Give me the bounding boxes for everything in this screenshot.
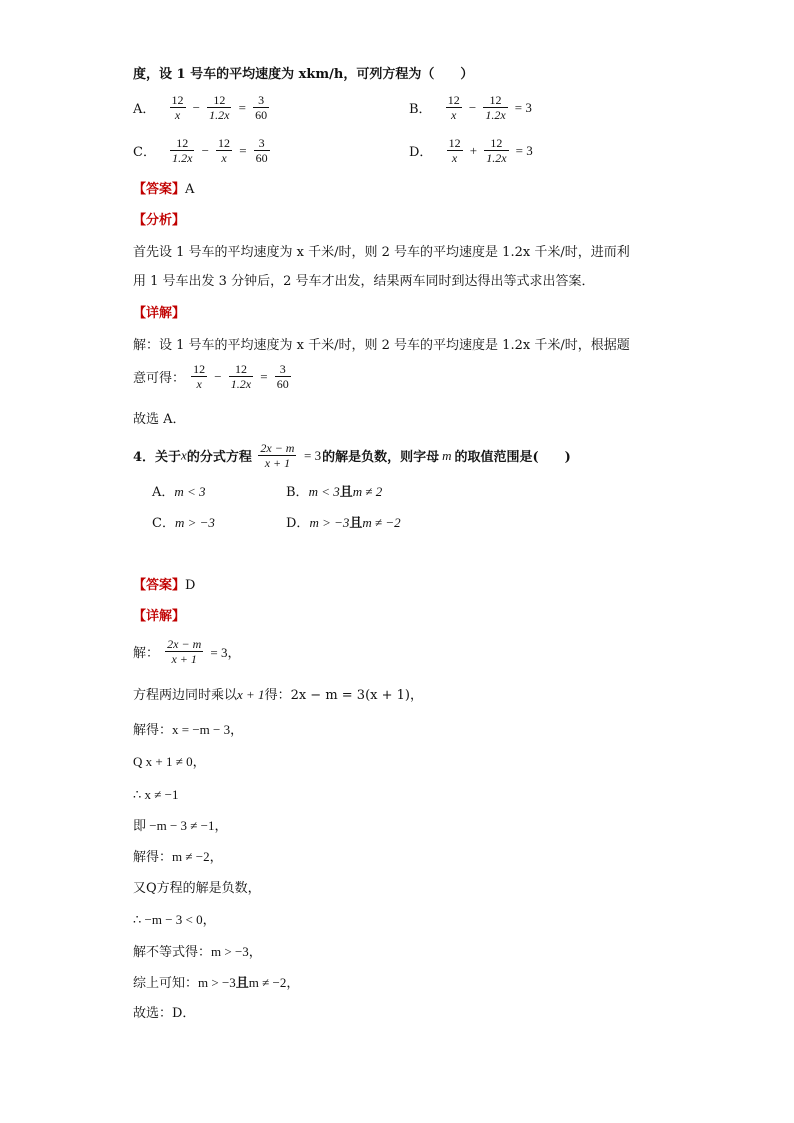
option-label: C． (133, 145, 156, 160)
answer-tag: 【答案】 (133, 182, 186, 197)
answer-tag: 【答案】 (133, 578, 186, 593)
fraction: $\frac{12}{x}$ (447, 93, 460, 122)
q3-analysis-tag: 【分析】 (133, 213, 186, 228)
fraction: $\frac{12}{x}$ (448, 136, 461, 165)
fraction: $\frac{12}{1.2x}$ (230, 362, 252, 391)
q4-step-6: 即 −m − 3 ≠ −1， (133, 818, 228, 833)
q4-step-2: 方程两边同时乘以x + 1得：2x − m = 3(x + 1)， (133, 687, 423, 703)
option-label: B． (409, 102, 432, 117)
fraction: $\frac{3}{60}$ (255, 93, 268, 122)
q4-step-1: 解： $\frac{2x - m}{x + 1}$ = 3， (133, 637, 241, 666)
q3-option-d: D． $\frac{12}{x}$ + $\frac{12}{1.2x}$ = 3 (409, 136, 533, 165)
q3-analysis-line-2: 用 1 号车出发 3 分钟后，2 号车才出发，结果两车同时到达得出等式求出答案． (133, 274, 595, 289)
q4-option-c: C．m > −3 (152, 515, 215, 531)
answer-value: D (185, 578, 196, 593)
q4-answer (133, 576, 195, 596)
q4-step-8: 又Q方程的解是负数， (133, 881, 261, 896)
q4-detail-tag: 【详解】 (133, 609, 186, 624)
q4-step-3: 解得：x = −m − 3， (133, 722, 244, 737)
fraction: $\frac{12}{1.2x}$ (485, 93, 506, 122)
q3-choose: 故选 A． (133, 412, 186, 427)
q3-detail-tag: 【详解】 (133, 306, 186, 321)
fraction: $\frac{3}{60}$ (255, 136, 268, 165)
q3-detail-line-1: 解：设 1 号车的平均速度为 x 千米/时，则 2 号车的平均速度是 1.2x 千米/时，根据题 (133, 338, 630, 353)
q3-answer (133, 180, 194, 200)
fraction: $\frac{3}{60}$ (276, 362, 289, 391)
q4-step-4: Q x + 1 ≠ 0， (133, 754, 206, 769)
q4-step-12: 故选：D． (133, 1006, 196, 1021)
q3-option-c: C． $\frac{12}{1.2x}$ − $\frac{12}{x}$ = $\frac{3}{60}$ (133, 136, 268, 165)
fraction: $\frac{12}{1.2x}$ (172, 136, 193, 165)
option-label: D． (409, 145, 433, 160)
fraction: $\frac{12}{1.2x}$ (209, 93, 230, 122)
q3-detail-line-2: 意可得： $\frac{12}{x}$ − $\frac{12}{1.2x}$ = $\frac{3}{60}$ (133, 362, 289, 391)
fraction: $\frac{12}{x}$ (171, 93, 184, 122)
q4-option-d: D．m > −3且m ≠ −2 (286, 515, 401, 531)
answer-value: A (185, 182, 195, 197)
fraction: $\frac{2x - m}{x + 1}$ (260, 441, 295, 470)
fraction: $\frac{12}{1.2x}$ (486, 136, 507, 165)
q4-step-9: ∴ −m − 3 < 0， (133, 912, 216, 927)
q4-step-11: 综上可知：m > −3且m ≠ −2， (133, 975, 300, 991)
q4-step-5: ∴ x ≠ −1 (133, 787, 179, 802)
q3-option-b: B． $\frac{12}{x}$ − $\frac{12}{1.2x}$ = 3 (409, 93, 532, 122)
q4-option-a: A．m < 3 (152, 484, 206, 500)
q3-option-a: A． $\frac{12}{x}$ − $\frac{12}{1.2x}$ = $\frac{3}{60}$ (133, 93, 268, 122)
fraction: $\frac{12}{x}$ (218, 136, 231, 165)
q4-stem: 4．关于x的分式方程 $\frac{2x - m}{x + 1}$ = 3的解是负数，则字母 m 的取值范围是( ) (133, 441, 571, 470)
q3-stem-tail: 度，设 1 号车的平均速度为 xkm/h，可列方程为（ ） (133, 67, 474, 82)
fraction: $\frac{2x - m}{x + 1}$ (167, 637, 202, 666)
q4-step-10: 解不等式得：m > −3， (133, 944, 262, 959)
q4-step-7: 解得：m ≠ −2， (133, 849, 223, 864)
q4-option-b: B．m < 3且m ≠ 2 (286, 484, 383, 500)
q3-analysis-line-1: 首先设 1 号车的平均速度为 x 千米/时，则 2 号车的平均速度是 1.2x 千米/时，进而利 (133, 245, 630, 260)
option-label: A． (133, 102, 156, 117)
fraction: $\frac{12}{x}$ (193, 362, 206, 391)
